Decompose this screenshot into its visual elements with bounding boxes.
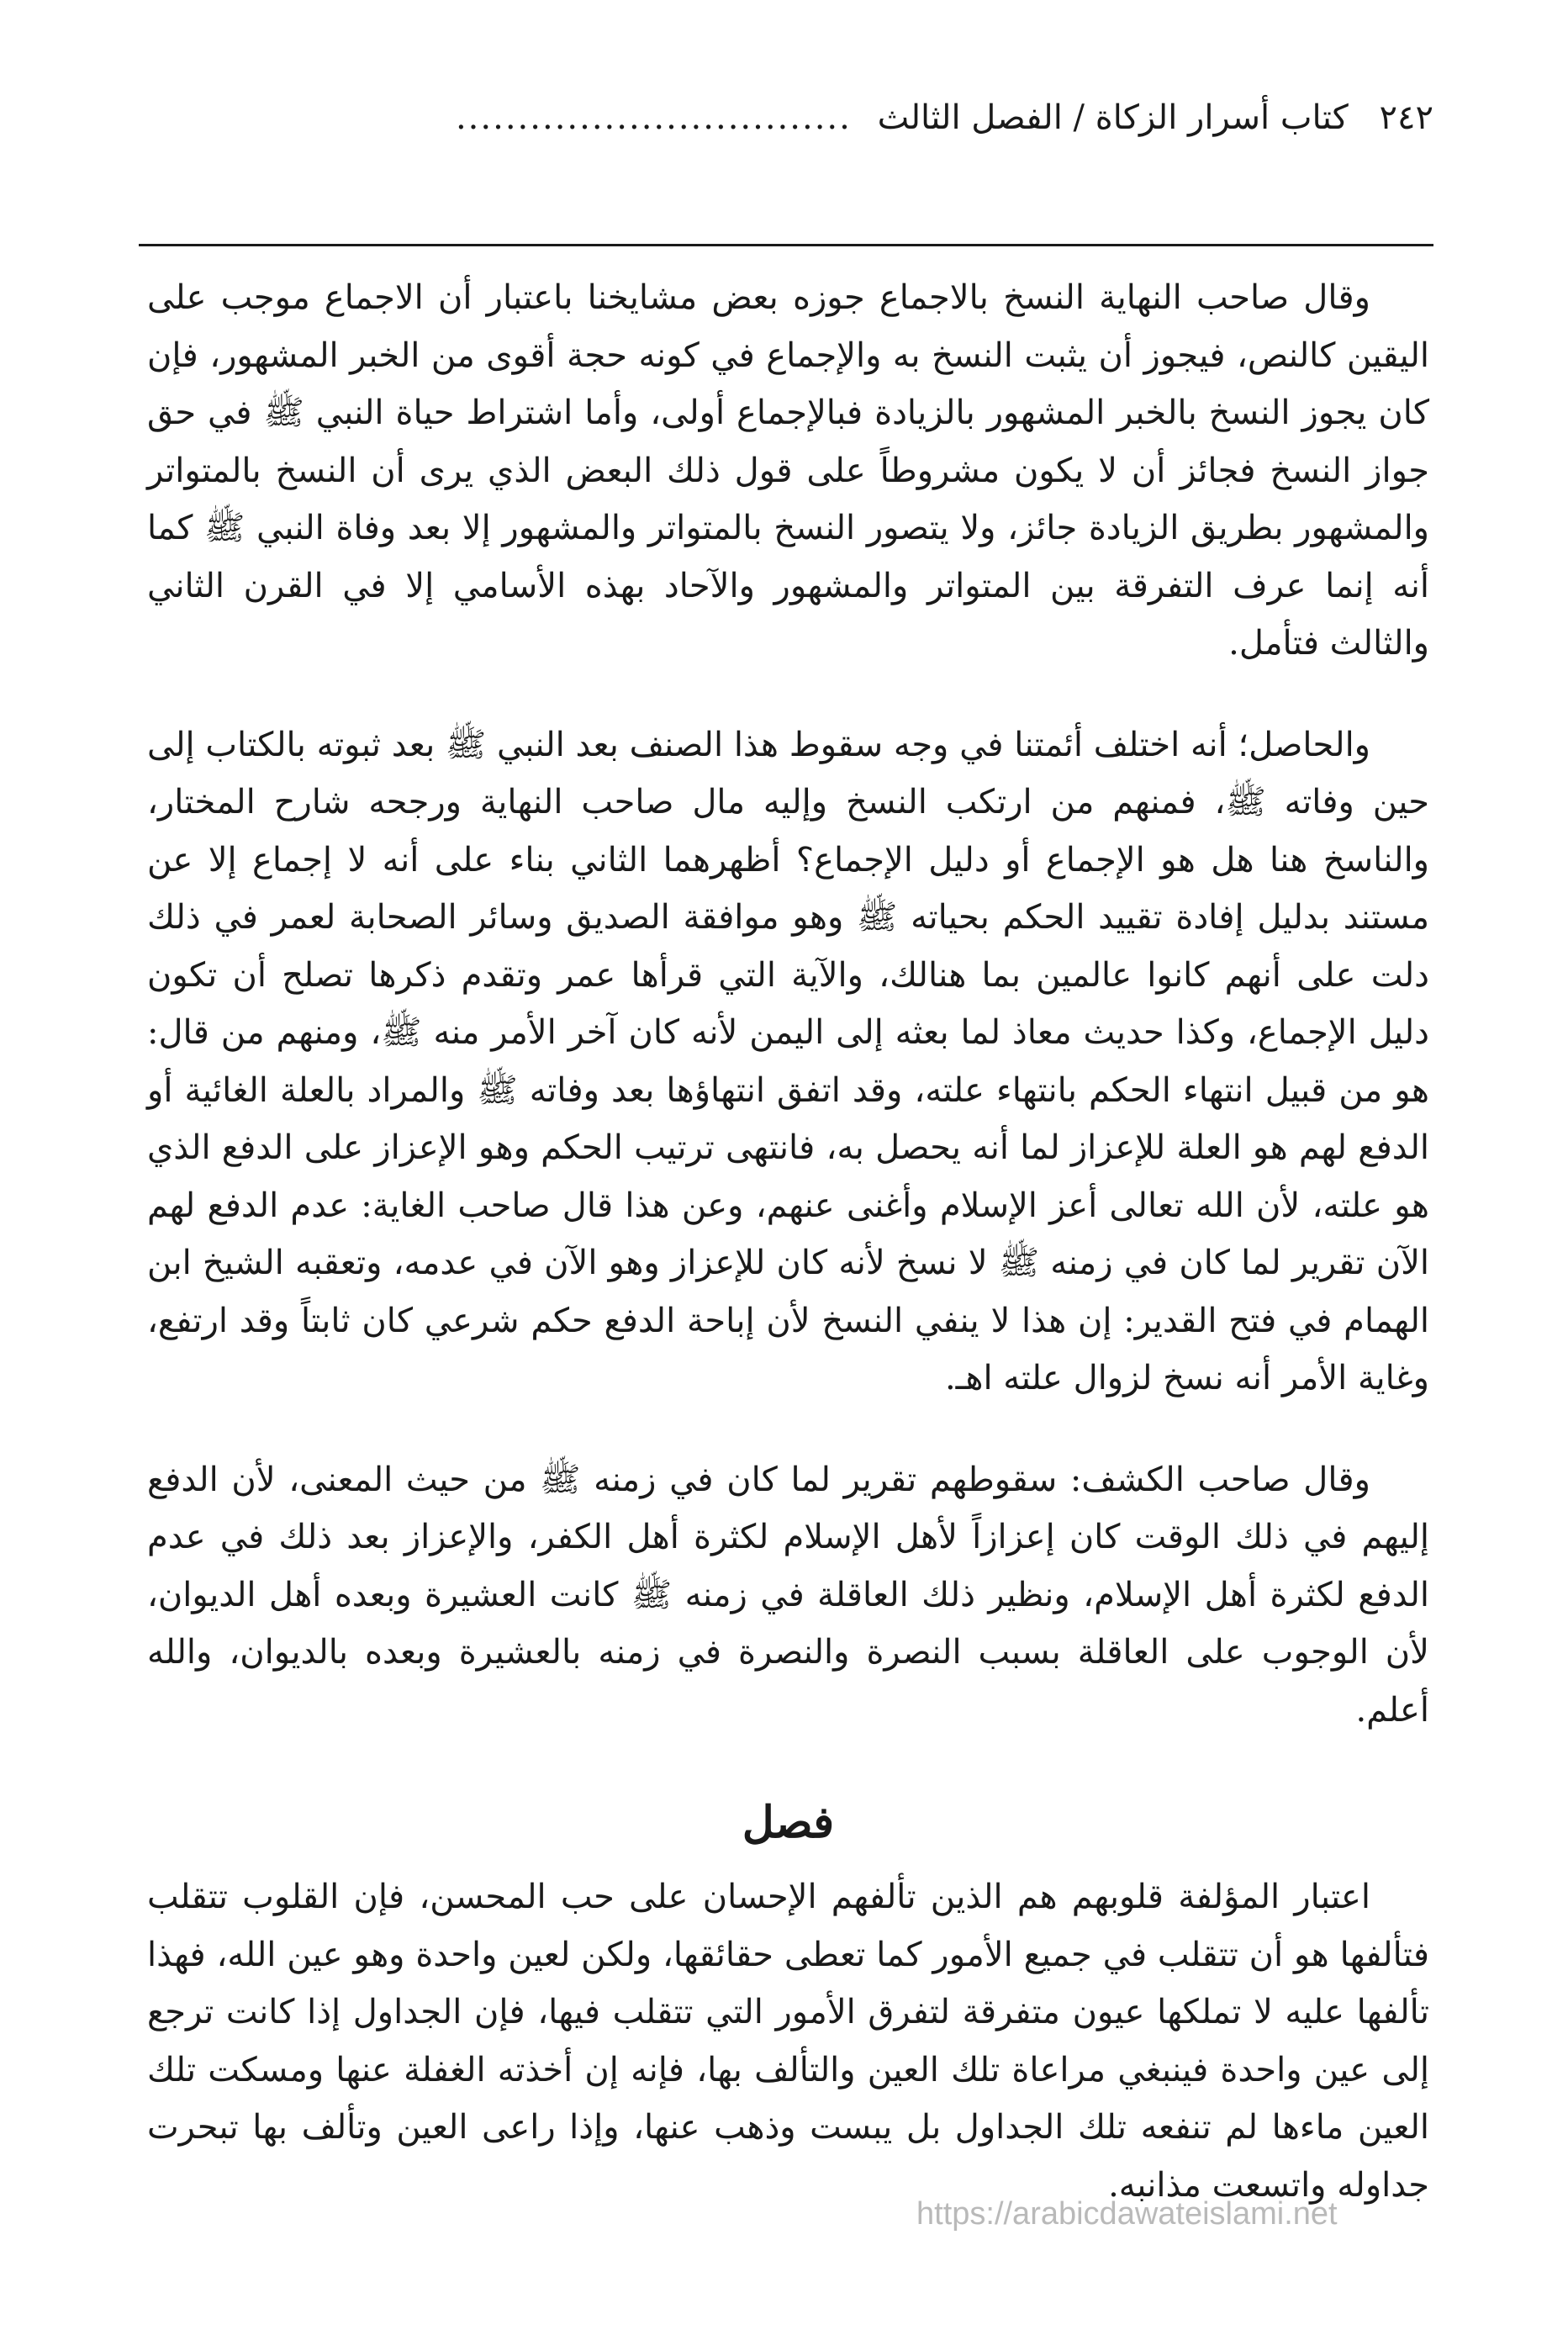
website-watermark: https://arabicdawateislami.net [916,2196,1338,2232]
header-separator: / [1073,98,1085,137]
book-title: كتاب أسرار الزكاة [1095,98,1349,137]
paragraph-1: وقال صاحب النهاية النسخ بالاجماع جوزه بعض مشايخنا باعتبار أن الاجماع موجب على اليقين كالنص، فيجوز أن يثبت النسخ به والإجماع في كونه حجة أقوى من الخبر المشهور، فإن كان يجوز النسخ بالخبر المشهور بالزيادة فبالإجماع أولى، وأما اشتراط حياة النبي ﷺ في حق جواز النسخ فجائز أن لا يكون مشروطاً على قول ذلك البعض الذي يرى أن النسخ بالمتواتر والمشهور بطريق الزيادة جائز، ولا يتصور النسخ بالمتواتر والمشهور إلا بعد وفاة النبي ﷺ كما أنه إنما عرف التفرقة بين المتواتر والمشهور والآحاد بهذه الأسامي إلا في القرن الثاني والثالث فتأمل. [147,278,1429,663]
paragraph-spacer [147,1408,1429,1451]
page-number: ٢٤٢ [1379,98,1433,137]
header-rule [139,244,1433,246]
chapter-title: الفصل الثالث [877,98,1063,137]
paragraph-spacer [147,673,1429,716]
section-heading: فصل [742,1797,835,1848]
section-paragraph: اعتبار المؤلفة قلوبهم هم الذين تألفهم الإحسان على حب المحسن، فإن القلوب تتقلب فتألفها هو أن تتقلب في جميع الأمور كما تعطى حقائقها، ولكن لعين واحدة وهو عين الله، فهذا تألفها عليه لا تملكها عيون متفرقة لتفرق الأمور التي تتقلب فيها، فإن الجداول إذا كانت ترجع إلى عين واحدة فينبغي مراعاة تلك العين والتألف بها، فإنه إن أخذته الغفلة عنها ومسكت تلك العين ماءها لم تنفعه تلك الجداول بل يبست وذهب عنها، وإذا راعى العين وتألف بها تبحرت جداوله واتسعت مذانبه. [147,1878,1429,2205]
body-text [147,269,1429,2214]
paragraph-2: والحاصل؛ أنه اختلف أئمتنا في وجه سقوط هذا الصنف بعد النبي ﷺ بعد ثبوته بالكتاب إلى حين وفاته ﷺ، فمنهم من ارتكب النسخ وإليه مال صاحب النهاية ورجحه شارح المختار، والناسخ هنا هل هو الإجماع أو دليل الإجماع؟ أظهرهما الثاني بناء على أنه لا إجماع إلا عن مستند بدليل إفادة تقييد الحكم بحياته ﷺ وهو موافقة الصديق وسائر الصحابة لعمر في ذلك دلت على أنهم كانوا عالمين بما هنالك، والآية التي قرأها عمر وتقدم ذكرها تصلح أن تكون دليل الإجماع، وكذا حديث معاذ لما بعثه إلى اليمن لأنه كان آخر الأمر منه ﷺ، ومنهم من قال: هو من قبيل انتهاء الحكم بانتهاء علته، وقد اتفق انتهاؤها بعد وفاته ﷺ والمراد بالعلة الغائية أو الدفع لهم هو العلة للإعزاز لما أنه يحصل به، فانتهى ترتيب الحكم وهو الإعزاز على الدفع الذي هو علته، لأن الله تعالى أعز الإسلام وأغنى عنهم، وعن هذا قال صاحب الغاية: عدم الدفع لهم الآن تقرير لما كان في زمنه ﷺ لا نسخ لأنه كان للإعزاز وهو الآن في عدمه، وتعقبه الشيخ ابن الهمام في فتح القدير: إن هذا لا ينفي النسخ لأن إباحة الدفع حكم شرعي كان ثابتاً وقد ارتفع، وغاية الأمر أنه نسخ لزوال علته اهـ. [147,725,1429,1397]
running-header [139,88,1433,147]
dot-leader: ................................ [455,98,852,137]
paragraph-3: وقال صاحب الكشف: سقوطهم تقرير لما كان في زمنه ﷺ من حيث المعنى، لأن الدفع إليهم في ذلك الوقت كان إعزازاً لأهل الإسلام لكثرة أهل الكفر، والإعزاز بعد ذلك في عدم الدفع لكثرة أهل الإسلام، ونظير ذلك العاقلة في زمنه ﷺ كانت العشيرة وبعده أهل الديوان، لأن الوجوب على العاقلة بسبب النصرة والنصرة في زمنه بالعشيرة وبعده بالديوان، والله أعلم. [147,1460,1429,1730]
